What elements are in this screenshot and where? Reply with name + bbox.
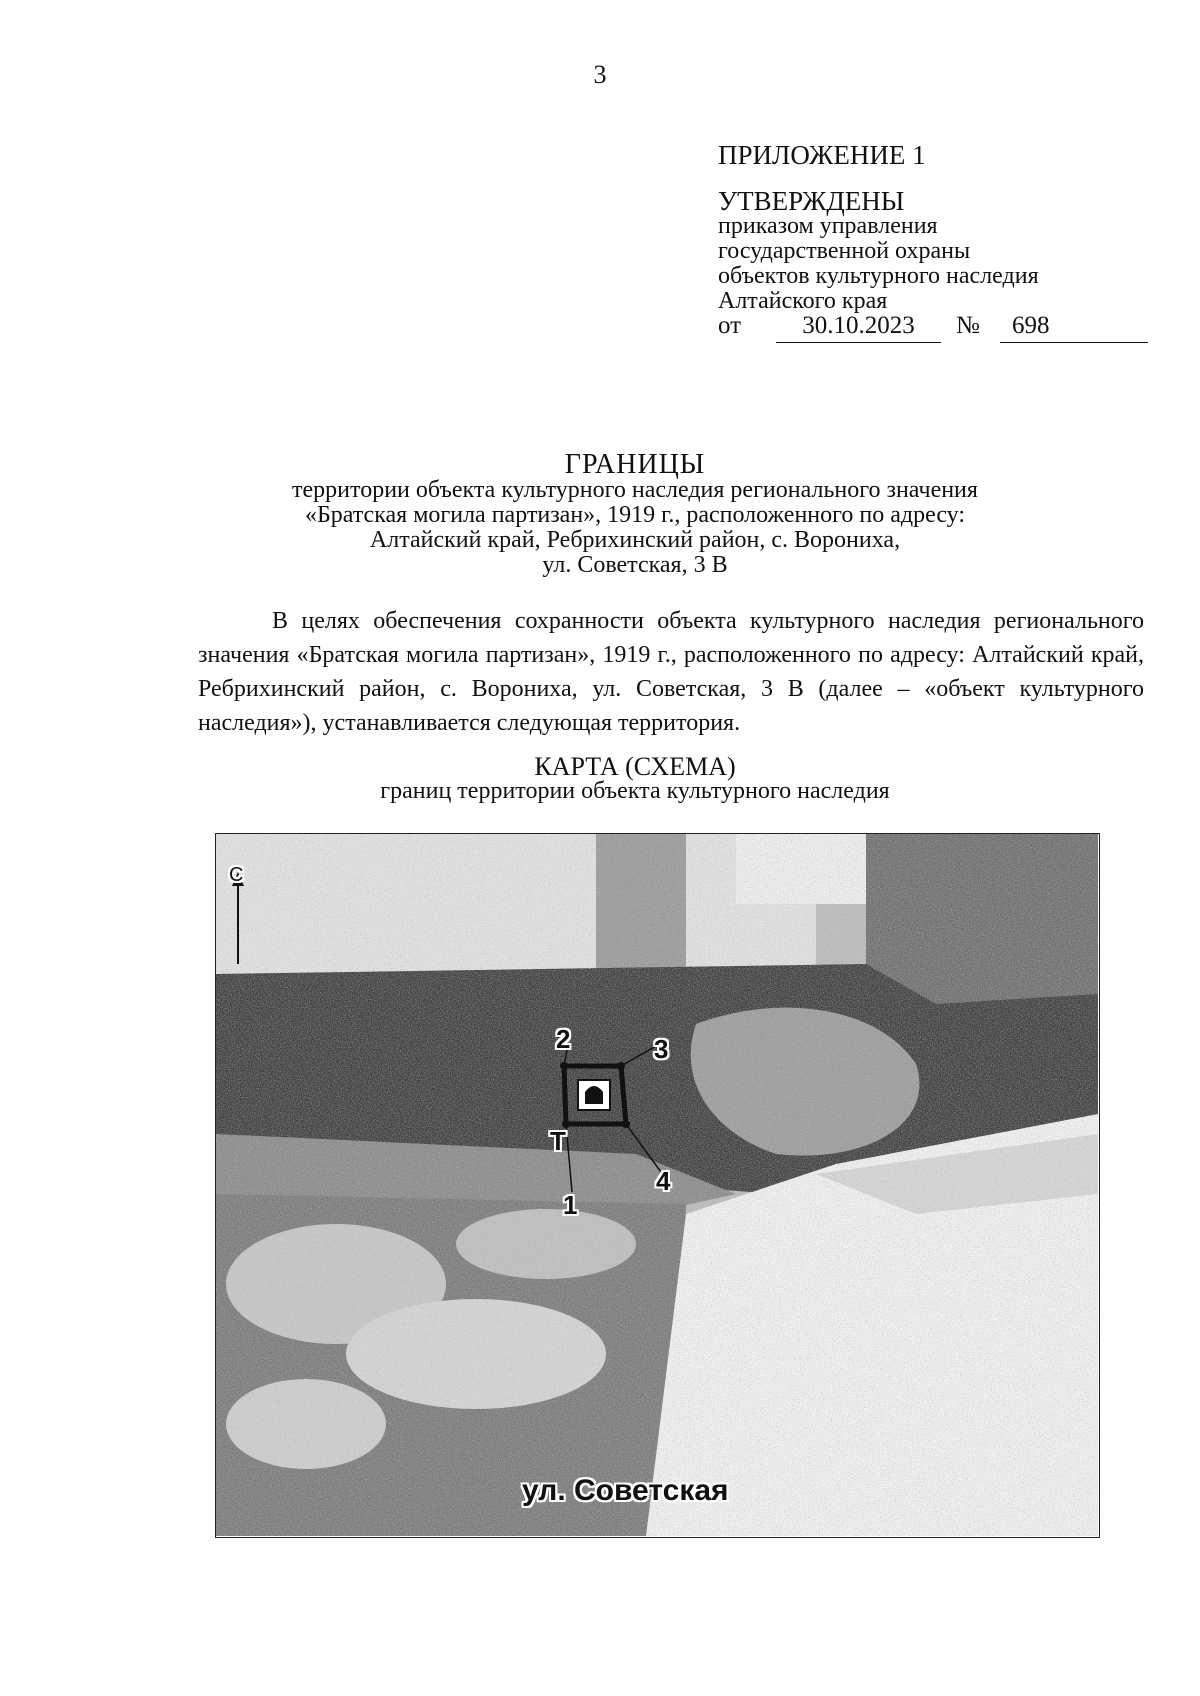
borders-line: территории объекта культурного наследия регионального значения: [292, 477, 978, 503]
approval-line: объектов культурного наследия: [718, 263, 1039, 289]
approval-authority: [718, 214, 1039, 314]
order-number: 698: [1000, 312, 1148, 343]
approved-heading: УТВЕРЖДЕНЫ: [718, 186, 905, 216]
territory-map: [215, 833, 1100, 1538]
body-paragraph: [198, 604, 1144, 740]
approval-line: государственной охраны: [718, 238, 971, 264]
order-date: 30.10.2023: [776, 312, 941, 343]
map-title: КАРТА (СХЕМА): [534, 752, 736, 781]
boundary-point-label: 1: [563, 1190, 578, 1220]
boundary-point-label: 2: [556, 1024, 571, 1054]
borders-line: Алтайский край, Ребрихинский район, с. Ворониха,: [369, 527, 901, 553]
appendix-heading: ПРИЛОЖЕНИЕ 1: [718, 140, 926, 170]
approval-line: приказом управления: [718, 213, 938, 239]
map-subtitle: границ территории объекта культурного наследия: [380, 778, 890, 804]
boundary-point-label: 4: [656, 1166, 671, 1196]
street-label: ул. Советская: [522, 1474, 729, 1507]
borders-title: ГРАНИЦЫ: [564, 449, 706, 480]
north-label: С: [229, 864, 244, 886]
order-details: [718, 312, 1148, 348]
borders-description: [0, 478, 1200, 578]
order-from-label: от: [718, 312, 742, 339]
marker-label: Т: [550, 1126, 566, 1156]
approval-line: Алтайского края: [718, 288, 888, 314]
body-paragraph-text: В целях обеспечения сохранности объекта культурного наследия регионального значения «Братская могила партизан», 1919 г., расположенного по адресу: Алтайский край, Ребрихинский район, с. Ворониха, ул. Советская, 3 В (далее – «объект культурного наследия»), устанавливается следующая территория.: [198, 608, 1144, 736]
borders-line: ул. Советская, 3 В: [542, 552, 728, 578]
page-number: 3: [593, 60, 607, 89]
boundary-point-label: 3: [654, 1034, 669, 1064]
borders-line: «Братская могила партизан», 1919 г., расположенного по адресу:: [304, 502, 966, 528]
order-number-sign: №: [956, 312, 980, 339]
